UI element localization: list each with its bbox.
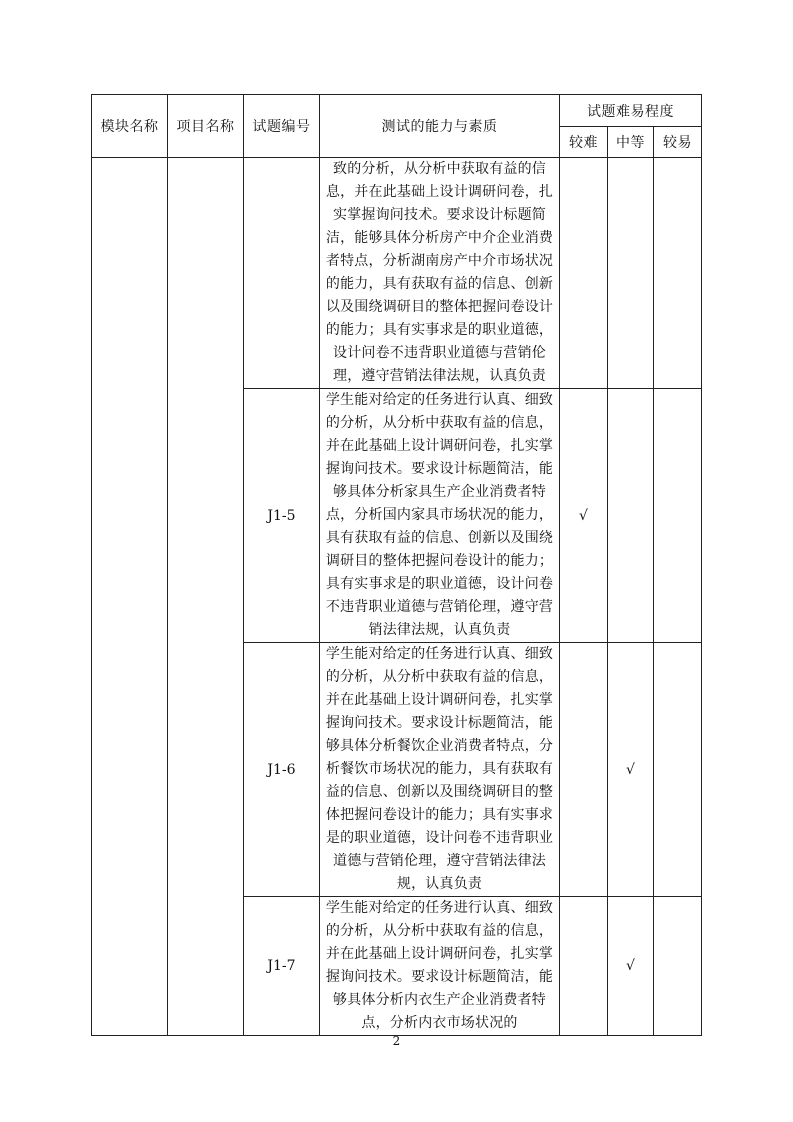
- page-number: 2: [392, 1034, 401, 1048]
- header-project-name: 项目名称: [168, 95, 244, 158]
- question-id-cell: [244, 158, 320, 389]
- question-id-cell: J1-5: [244, 389, 320, 643]
- easy-mark-cell: [654, 389, 702, 643]
- question-id-cell: J1-6: [244, 643, 320, 897]
- table-row: [92, 158, 702, 389]
- medium-mark-cell: √: [608, 643, 654, 897]
- easy-mark-cell: [654, 897, 702, 1036]
- medium-mark-cell: [608, 158, 654, 389]
- ability-text-cell: 学生能对给定的任务进行认真、细致的分析，从分析中获取有益的信息，并在此基础上设计调研问卷，扎实掌握询问技术。要求设计标题简洁，能够具体分析家具生产企业消费者特点，分析国内家具市场状况的能力，具有获取有益的信息、创新以及围绕调研目的整体把握问卷设计的能力；具有实事求是的职业道德，设计问卷不违背职业道德与营销伦理，遵守营销法律法规，认真负责: [320, 389, 560, 643]
- project-name-cell: [168, 158, 244, 1036]
- ability-text-cell: 致的分析，从分析中获取有益的信息，并在此基础上设计调研问卷，扎实掌握询问技术。要求设计标题简洁，能够具体分析房产中介企业消费者特点，分析湖南房产中介市场状况的能力，具有获取有益的信息、创新以及围绕调研目的整体把握问卷设计的能力；具有实事求是的职业道德，设计问卷不违背职业道德与营销伦理，遵守营销法律法规，认真负责: [320, 158, 560, 389]
- header-difficulty: 试题难易程度: [560, 95, 702, 127]
- header-question-no: 试题编号: [244, 95, 320, 158]
- ability-text-cell: 学生能对给定的任务进行认真、细致的分析，从分析中获取有益的信息，并在此基础上设计调研问卷，扎实掌握询问技术。要求设计标题简洁，能够具体分析内衣生产企业消费者特点，分析内衣市场状况的: [320, 897, 560, 1036]
- header-ability: 测试的能力与素质: [320, 95, 560, 158]
- hard-mark-cell: √: [560, 389, 608, 643]
- module-name-cell: [92, 158, 168, 1036]
- header-easy: 较易: [654, 127, 702, 158]
- ability-text-cell: 学生能对给定的任务进行认真、细致的分析，从分析中获取有益的信息，并在此基础上设计调研问卷，扎实掌握询问技术。要求设计标题简洁，能够具体分析餐饮企业消费者特点，分析餐饮市场状况的能力，具有获取有益的信息、创新以及围绕调研目的整体把握问卷设计的能力；具有实事求是的职业道德，设计问卷不违背职业道德与营销伦理，遵守营销法律法规，认真负责: [320, 643, 560, 897]
- easy-mark-cell: [654, 158, 702, 389]
- hard-mark-cell: [560, 897, 608, 1036]
- header-medium: 中等: [608, 127, 654, 158]
- medium-mark-cell: √: [608, 897, 654, 1036]
- header-hard: 较难: [560, 127, 608, 158]
- hard-mark-cell: [560, 643, 608, 897]
- easy-mark-cell: [654, 643, 702, 897]
- question-id-cell: J1-7: [244, 897, 320, 1036]
- medium-mark-cell: [608, 389, 654, 643]
- difficulty-table: [91, 94, 702, 1036]
- header-module-name: 模块名称: [92, 95, 168, 158]
- hard-mark-cell: [560, 158, 608, 389]
